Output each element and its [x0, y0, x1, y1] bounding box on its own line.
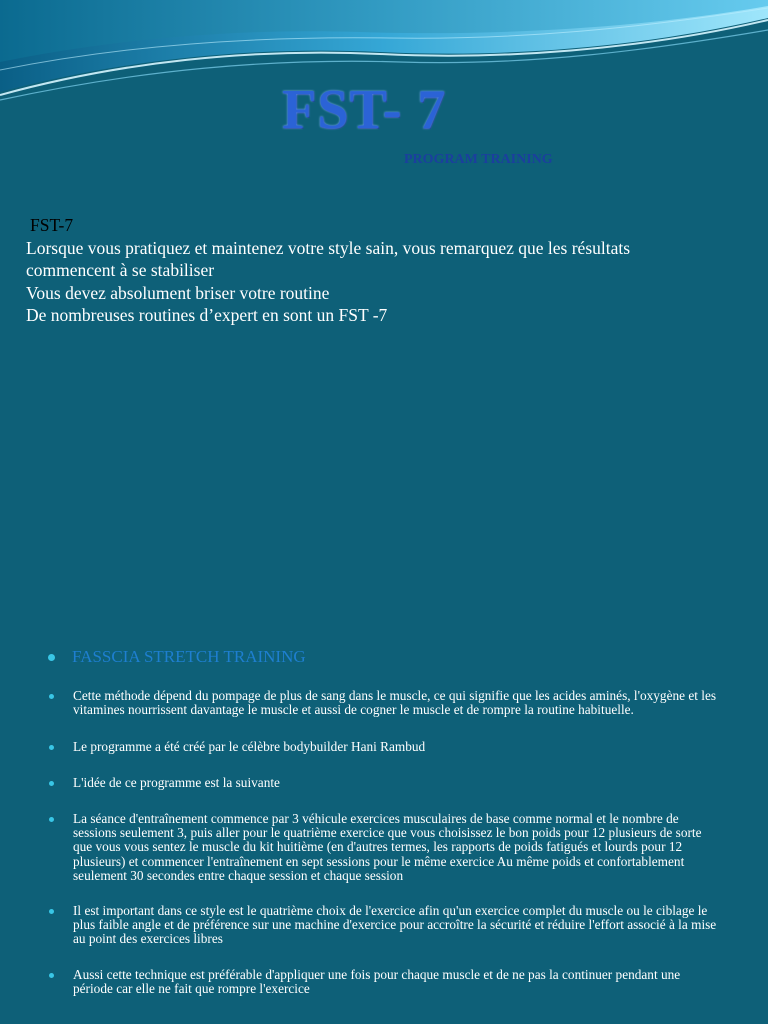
intro-line: commencent à se stabiliser	[26, 260, 215, 280]
bullet-icon	[49, 694, 54, 699]
list-item	[49, 740, 721, 754]
bullet-icon	[48, 654, 55, 661]
list-item-text: Il est important dans ce style est le quatrième choix de l'exercice afin qu'un exercice complet du muscle ou le ciblage le plus faible angle et de préférence sur une machine d'exercice pour accroître la sécurité et réduire l'effort associé à la mise au point des exercices libres	[73, 902, 717, 947]
list-item	[49, 812, 721, 884]
list-item-text: Cette méthode dépend du pompage de plus de sang dans le muscle, ce qui signifie que les acides aminés, l'oxygène et les vitamines nourrissent davantage le muscle et aussi de cogner le muscle et de rompre la routine habituelle.	[73, 688, 717, 718]
bullet-icon	[49, 817, 54, 822]
bullet-icon	[49, 973, 54, 978]
section-heading-text: FASSCIA STRETCH TRAINING	[72, 647, 306, 666]
bullet-icon	[49, 909, 54, 914]
list-item	[49, 689, 721, 718]
bullet-list	[49, 689, 721, 997]
list-item-text: Le programme a été créé par le célèbre bodybuilder Hani Rambud	[73, 738, 426, 754]
list-item-text: La séance d'entraînement commence par 3 véhicule exercices musculaires de base comme normal et le nombre de sessions seulement 3, puis aller pour le quatrième exercice que vous choisissez le bon poids pour 12 plusieurs de sorte que vous vous sentez le muscle du kit huitième (en d'autres termes, les rapports de poids fatigués et lourds pour 12 plusieurs) et commencer l'entraînement en sept sessions pour le même exercice Au même poids et confortablement seulement 30 secondes entre chaque session et chaque session	[73, 810, 702, 884]
intro-block	[26, 214, 756, 327]
intro-line: Vous devez absolument briser votre routine	[26, 282, 330, 303]
list-item	[49, 776, 721, 790]
bullet-icon	[49, 781, 54, 786]
list-item-text: Aussi cette technique est préférable d'appliquer une fois pour chaque muscle et de ne pas la continuer pendant une période car elle ne fait que rompre l'exercice	[73, 966, 681, 997]
intro-label: FST-7	[30, 215, 74, 235]
list-item-text: L'idée de ce programme est la suivante	[73, 775, 280, 791]
page-subtitle: PROGRAM TRAINING	[404, 152, 553, 167]
intro-line: De nombreuses routines d’expert en sont un FST -7	[26, 305, 388, 325]
page-title: FST- 7	[282, 79, 447, 141]
intro-line: Lorsque vous pratiquez et maintenez votre style sain, vous remarquez que les résultats	[26, 237, 631, 258]
list-item	[49, 968, 721, 997]
section-heading	[48, 647, 306, 667]
bullet-icon	[49, 745, 54, 750]
list-item	[49, 904, 721, 947]
